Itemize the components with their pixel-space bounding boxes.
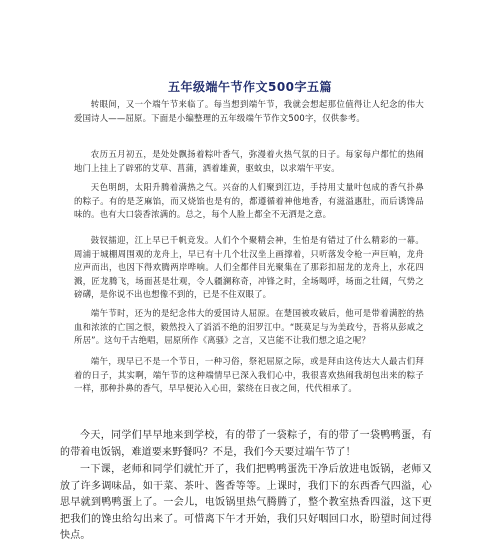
paragraph-5: 端午节时，还为的是纪念伟大的爱国诗人屈原。在楚国被攻破后，他可是带着满腔的热血和浓浓的亡国之恨，毅然投入了滔滔不绝的汨罗江中。“既莫足与为美政兮，吾将从彭咸之所居”。这句千古绝唱，屈原所作《离骚》之言，又岂能不让我们想之追之呢？ [74, 308, 424, 345]
paragraph-intro: 转眼间，又一个端午节来临了。每当想到端午节，我就会想起那位值得让人纪念的伟大爱国诗人——屈原。下面是小编整理的五年级端午节作文500字，仅供参考。 [74, 99, 424, 123]
paragraph-4: 鼓钗擂迎，江上早已千帆竞发。人们个个聚精会神，生怕是有错过了什么精彩的一幕。周浦于城棚周围观的龙舟上，早已有十几个壮汉坐上画撑着，只听落发令枪一声巨响，龙舟应声而出，也因下得欢腾两岸哗响。人们全都伴目光聚集在了那彩扣屈龙的龙舟上，水花四溅，匠龙腾飞，场面甚是壮观，令人疆澜称奇，冲锋之时，全场喝呼，场面之壮阔，气势之磅礴，是你说不出也想像不到的，已是不住双眼了。 [74, 235, 424, 299]
paragraph-3: 天色明朗，太阳升腾着满热之气。兴奋的人们聚到江边，手持用丈量叶包成的香气扑鼻的粽子。有的是芝麻馅，而又烧馅也是有的，都遵循着神他地香，有滋溢惠肚，而后诱馋品味的。也有大口袋香浓满的。总之，每个人脸上都全不无洒是之意。 [74, 182, 424, 219]
document-title: 五年级端午节作文500字五篇 [167, 80, 333, 94]
paragraph-6: 端午，现早已不是一个节日，一种习俗，祭祀屈原之际，或是拜由这传达大人最古们拜着的日子，其实啊，端午节的这种端情早已深入我们心中，我很喜欢热闹我胡包出来的粽子一样，那种扑鼻的香气，早早便沁入心田，萦绕在日夜之间，代代相承了。 [74, 356, 424, 393]
paragraph-2: 农历五月初五，是处处飘扬着粽叶香气，弥漫着火热气氛的日子。每家每户都忙的热闹地门上挂上了辟邪的艾草、菖蒲，洒着雄黄，驱蚊虫，以求端午平安。 [74, 149, 424, 173]
paragraph-7: 今天，同学们早早地来到学校，有的带了一袋粽子，有的带了一袋鸭鸭蛋，有的带着电饭锅，难道要来野餐吗？不是，我们今天要过端午节了！ [60, 430, 432, 458]
paragraph-8: 一下课，老师和同学们就忙开了，我们把鸭鸭蛋洗干净后放进电饭锅，老师又放了许多调味品，如干菜、茶叶、酱香等等。上课时，我们下的东西香气四溢，心思早就到鸭鸭蛋上了。一会儿，电饭锅里热气腾腾了，整个教室热香四溢，这下更把我们的馋虫给勾出来了。可惜离下午才开始，我们只好咽回口水，盼望时间过得快点。 [60, 464, 432, 541]
